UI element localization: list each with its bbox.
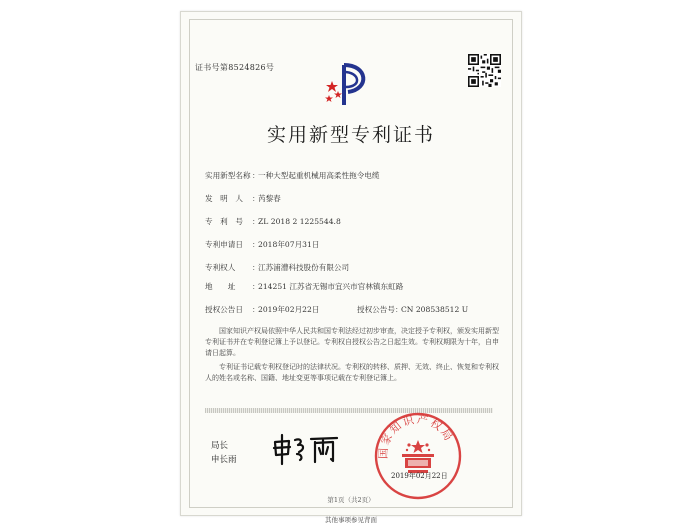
field-label: 专利权人 xyxy=(205,263,236,272)
certificate-body-text xyxy=(205,326,499,384)
cnipa-logo-icon xyxy=(322,59,374,111)
field-application-date: 专利申请日 ：2018年07月31日 xyxy=(205,240,320,249)
seal-date: 2019年02月22日 xyxy=(391,472,448,480)
svg-text:国家知识产权局: 国家知识产权局 xyxy=(376,412,457,460)
field-inventor: 发 明 人 ：芮黎春 xyxy=(205,194,281,203)
field-value: 一种大型起重机械用高柔性拖令电缆 xyxy=(258,171,380,180)
certificate-number: 证书号第8524826号 xyxy=(195,63,275,72)
field-value: CN 208538512 U xyxy=(400,305,469,314)
field-value: ZL 2018 2 1225544.8 xyxy=(258,217,341,226)
patent-certificate xyxy=(180,11,522,524)
field-value: 2019年02月22日 xyxy=(258,305,320,314)
field-label: 实用新型名称 xyxy=(205,171,251,180)
director-name: 申长雨 xyxy=(211,455,237,465)
field-value: 214251 江苏省无锡市宜兴市官林镇东虹路 xyxy=(258,282,404,291)
field-label: 专利申请日 xyxy=(205,240,243,249)
paragraph: 国家知识产权局依照中华人民共和国专利法经过初步审查，决定授予专利权，颁发实用新型专利证书并在专利登记簿上予以登记。专利权自授权公告之日起生效。专利权期限为十年，自申请日起算。 xyxy=(205,327,499,358)
field-value: 江苏浦漕科技股份有限公司 xyxy=(258,263,350,272)
qr-code-icon xyxy=(468,54,501,87)
field-grant-number: 授权公告号：CN 208538512 U xyxy=(357,305,469,314)
paragraph: 专利证书记载专利权登记时的法律状况。专利权的转移、质押、无效、终止、恢复和专利权人的姓名或名称、国籍、地址变更等事项记载在专利登记簿上。 xyxy=(205,362,499,382)
field-label: 发 明 人 xyxy=(205,194,243,203)
official-seal-icon xyxy=(372,410,464,502)
certificate-title: 实用新型专利证书 xyxy=(266,124,435,146)
field-label: 专 利 号 xyxy=(205,217,243,226)
field-label: 授权公告号 xyxy=(357,305,395,314)
field-value: 2018年07月31日 xyxy=(258,240,320,249)
field-label: 授权公告日 xyxy=(205,305,243,314)
field-grant-date: 授权公告日 ：2019年02月22日 xyxy=(205,305,320,314)
field-patent-number: 专 利 号 ：ZL 2018 2 1225544.8 xyxy=(205,217,341,226)
director-signature xyxy=(271,432,341,466)
field-label: 地 址 xyxy=(205,282,236,291)
page-number: 第1页（共2页） xyxy=(327,496,375,504)
director-title: 局长 xyxy=(211,441,229,451)
back-note: 其他事项参见背面 xyxy=(325,516,377,524)
field-utility-model-name: 实用新型名称：一种大型起重机械用高柔性拖令电缆 xyxy=(205,171,380,180)
field-patentee: 专利权人 ：江苏浦漕科技股份有限公司 xyxy=(205,263,350,272)
field-value: 芮黎春 xyxy=(258,194,281,203)
field-address: 地 址 ：214251 江苏省无锡市宜兴市官林镇东虹路 xyxy=(205,282,404,291)
